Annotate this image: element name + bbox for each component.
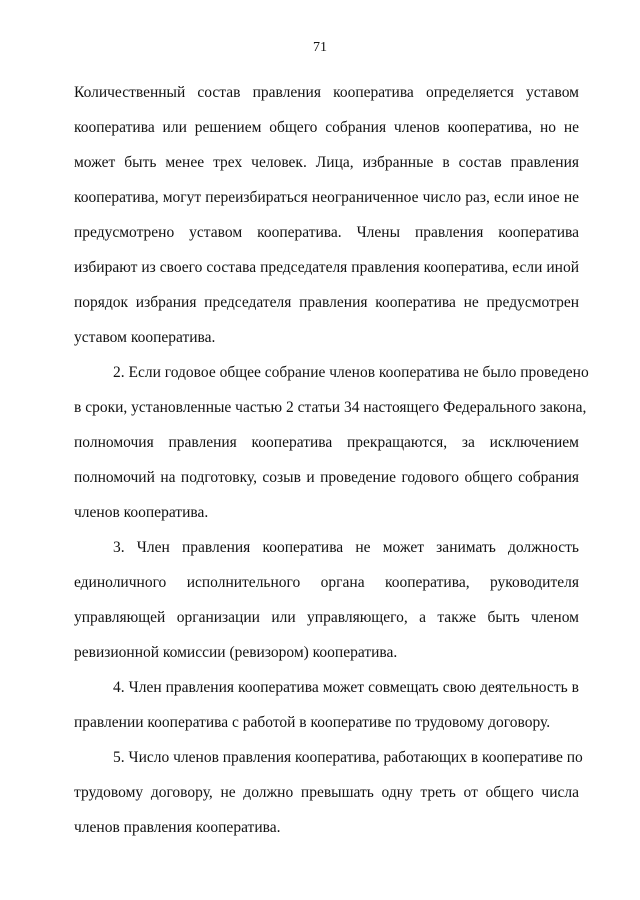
paragraph-3-line-3: управляющей организации или управляющего, а также быть членом: [74, 609, 579, 626]
paragraph-2-line-3: полномочия правления кооператива прекращаются, за исключением: [74, 434, 579, 451]
paragraph-3-line-1: 3. Член правления кооператива не может занимать должность: [113, 539, 579, 556]
paragraph-1-line-3: может быть менее трех человек. Лица, избранные в состав правления: [74, 154, 579, 171]
paragraph-1-line-1: Количественный состав правления кооператива определяется уставом: [74, 84, 579, 101]
paragraph-2-line-5: членов кооператива.: [74, 504, 209, 521]
paragraph-1-line-7: порядок избрания председателя правления кооператива не предусмотрен: [74, 294, 579, 311]
paragraph-4-line-1: 4. Член правления кооператива может совмещать свою деятельность в: [113, 679, 579, 696]
paragraph-1-line-6: избирают из своего состава председателя правления кооператива, если иной: [74, 259, 579, 276]
paragraph-2-line-4: полномочий на подготовку, созыв и проведение годового общего собрания: [74, 469, 579, 486]
paragraph-2-line-2: в сроки, установленные частью 2 статьи 34 настоящего Федерального закона,: [74, 399, 587, 416]
paragraph-4-line-2: правлении кооператива с работой в кооперативе по трудовому договору.: [74, 714, 551, 731]
paragraph-1-line-8: уставом кооператива.: [74, 329, 216, 346]
paragraph-3-line-2: единоличного исполнительного органа кооператива, руководителя: [74, 574, 579, 591]
paragraph-1-line-5: предусмотрено уставом кооператива. Члены правления кооператива: [74, 224, 579, 241]
paragraph-2-line-1: 2. Если годовое общее собрание членов кооператива не было проведено: [113, 364, 589, 381]
paragraph-1-line-2: кооператива или решением общего собрания членов кооператива, но не: [74, 119, 579, 136]
paragraph-1-line-4: кооператива, могут переизбираться неограниченное число раз, если иное не: [74, 189, 579, 206]
paragraph-5-line-1: 5. Число членов правления кооператива, работающих в кооперативе по: [113, 749, 583, 766]
paragraph-5-line-2: трудовому договору, не должно превышать одну треть от общего числа: [74, 784, 579, 801]
page-number: 71: [313, 40, 327, 55]
paragraph-5-line-3: членов правления кооператива.: [74, 819, 281, 836]
paragraph-3-line-4: ревизионной комиссии (ревизором) кооператива.: [74, 644, 398, 661]
